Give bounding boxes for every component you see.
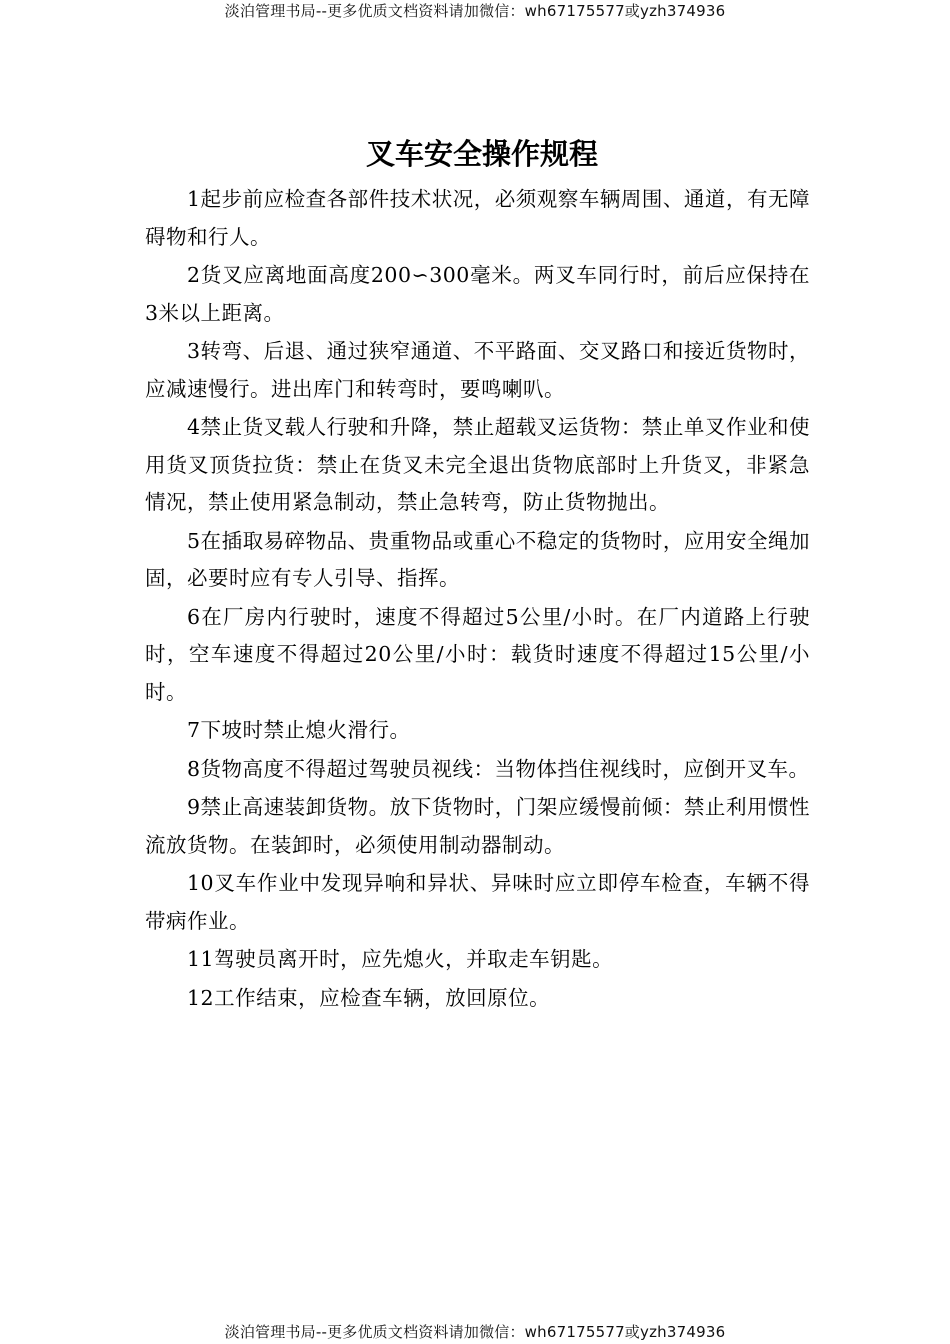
paragraph-8: 8货物高度不得超过驾驶员视线：当物体挡住视线时，应倒开叉车。 — [187, 756, 810, 781]
paragraph-11: 11驾驶员离开时，应先熄火，并取走车钥匙。 — [187, 947, 614, 971]
paragraph-10: 10叉车作业中发现异响和异状、异味时应立即停车检查，车辆不得带病作业。 — [145, 871, 810, 933]
paragraph-9: 9禁止高速装卸货物。放下货物时，门架应缓慢前倾：禁止利用惯性流放货物。在装卸时，必须使用制动器制动。 — [145, 795, 810, 857]
footer-banner: 淡泊管理书局--更多优质文档资料请加微信：wh67175577或yzh374936 — [224, 1323, 726, 1341]
paragraph-1: 1起步前应检查各部件技术状况，必须观察车辆周围、通道，有无障碍物和行人。 — [145, 187, 810, 249]
header-banner: 淡泊管理书局--更多优质文档资料请加微信：wh67175577或yzh374936 — [224, 2, 726, 20]
paragraph-12: 12工作结束，应检查车辆，放回原位。 — [187, 985, 551, 1010]
paragraph-7: 7下坡时禁止熄火滑行。 — [187, 718, 411, 742]
paragraph-5: 5在插取易碎物品、贵重物品或重心不稳定的货物时，应用安全绳加固，必要时应有专人引导、指挥。 — [145, 528, 810, 590]
paragraph-3: 3转弯、后退、通过狭窄通道、不平路面、交叉路口和接近货物时，应减速慢行。进出库门和转弯时，要鸣喇叭。 — [145, 339, 810, 401]
document-body — [145, 181, 810, 1018]
document-title: 叉车安全操作规程 — [365, 137, 598, 171]
paragraph-2: 2货叉应离地面高度200∽300毫米。两叉车同行时，前后应保持在3米以上距离。 — [145, 263, 810, 325]
paragraph-6: 6在厂房内行驶时，速度不得超过5公里/小时。在厂内道路上行驶时，空车速度不得超过20公里/小时：载货时速度不得超过15公里/小时。 — [145, 604, 810, 704]
paragraph-4: 4禁止货叉载人行驶和升降，禁止超载叉运货物：禁止单叉作业和使用货叉顶货拉货：禁止在货叉未完全退出货物底部时上升货叉，非紧急情况，禁止使用紧急制动，禁止急转弯，防止货物抛出。 — [145, 415, 810, 514]
